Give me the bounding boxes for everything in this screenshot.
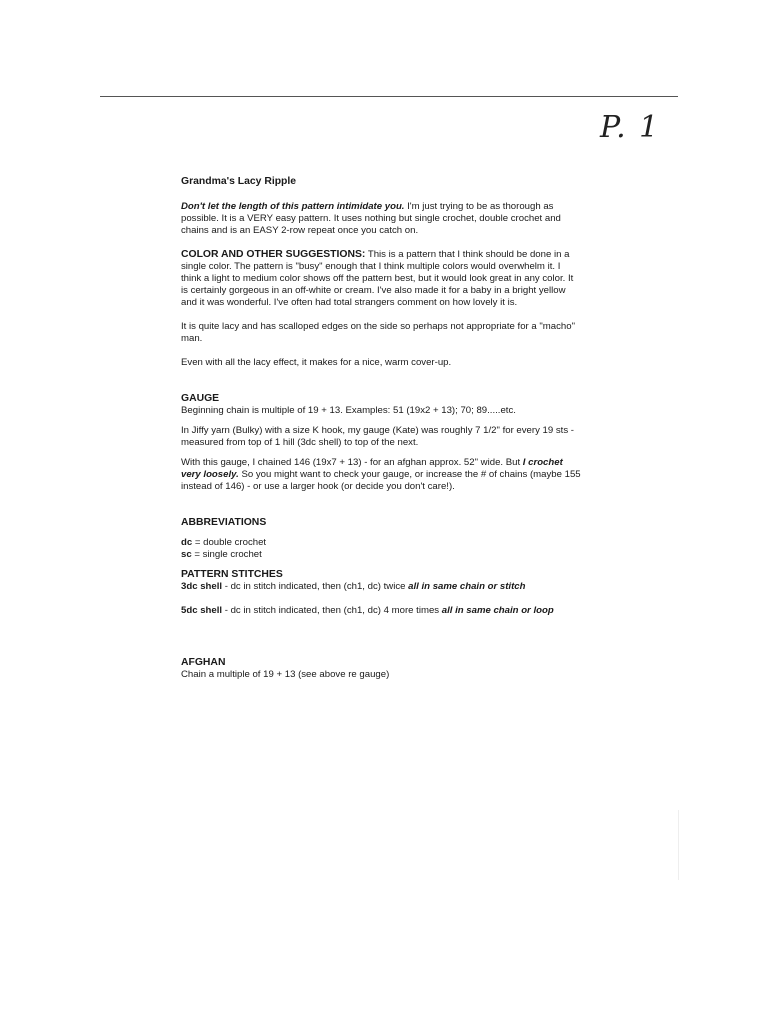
gauge-line-3 bbox=[181, 457, 581, 493]
lacy-note: It is quite lacy and has scalloped edges on the side so perhaps not appropriate for a "macho" man. bbox=[181, 321, 576, 344]
gauge-line-3-emphasis: I crochet very loosely. bbox=[181, 457, 563, 480]
abbreviation-item bbox=[181, 549, 581, 561]
gauge-line-3-start: With this gauge, I chained 146 (19x7 + 13) - for an afghan approx. 52" wide. But bbox=[181, 457, 523, 468]
intro-text: I'm just trying to be as thorough as possible. It is a VERY easy pattern. It uses nothing but single crochet, double crochet and chains and is an EASY 2-row repeat once you catch on. bbox=[181, 201, 561, 236]
page-number-mark: P. 1 bbox=[600, 110, 661, 145]
shell3-emphasis: all in same chain or stitch bbox=[408, 581, 526, 592]
gauge-line-1: Beginning chain is multiple of 19 + 13. Examples: 51 (19x2 + 13); 70; 89.....etc. bbox=[181, 405, 516, 416]
abbreviation-definition: = single crochet bbox=[191, 549, 262, 560]
abbreviation-definition: = double crochet bbox=[192, 537, 267, 548]
shell3-text: - dc in stitch indicated, then (ch1, dc) twice bbox=[222, 581, 409, 592]
color-text: This is a pattern that I think should be done in a single color. The pattern is "busy" enough that I think multiple colors would overwhelm it. I think a light to medium color shows off the pattern best, but it would look great in any color. It is certainly gorgeous in an off-white or cream. I've also made it for a baby in a bright yellow and it was wonderful. I've often had total strangers comment on how lovely it is. bbox=[181, 249, 574, 308]
abbreviation-item bbox=[181, 537, 581, 549]
abbreviations-heading: ABBREVIATIONS bbox=[181, 517, 267, 528]
afghan-heading: AFGHAN bbox=[181, 657, 226, 668]
gauge-heading: GAUGE bbox=[181, 393, 220, 404]
shell5-term: 5dc shell bbox=[181, 605, 223, 616]
shell3-term: 3dc shell bbox=[181, 581, 223, 592]
abbreviation-term: sc bbox=[181, 549, 192, 560]
pattern-document bbox=[181, 176, 581, 681]
intro-lead: Don't let the length of this pattern intimidate you. bbox=[181, 201, 405, 212]
gauge-line-3-end: So you might want to check your gauge, or increase the # of chains (maybe 155 instead of 146) - or use a larger hook (or decide you don't care!). bbox=[181, 469, 581, 492]
intro-paragraph bbox=[181, 201, 581, 237]
color-heading: COLOR AND OTHER SUGGESTIONS: bbox=[181, 249, 366, 260]
document-title: Grandma's Lacy Ripple bbox=[181, 176, 297, 187]
afghan-text: Chain a multiple of 19 + 13 (see above re gauge) bbox=[181, 669, 390, 680]
abbreviation-term: dc bbox=[181, 537, 193, 548]
top-rule bbox=[100, 96, 678, 97]
pattern-stitches-heading: PATTERN STITCHES bbox=[181, 569, 283, 580]
shell3-definition bbox=[181, 581, 581, 593]
shell5-emphasis: all in same chain or loop bbox=[441, 605, 554, 616]
warm-note: Even with all the lacy effect, it makes for a nice, warm cover-up. bbox=[181, 357, 452, 368]
scan-edge-line bbox=[678, 810, 679, 880]
shell5-text: - dc in stitch indicated, then (ch1, dc) 4 more times bbox=[222, 605, 442, 616]
shell5-definition bbox=[181, 605, 581, 617]
color-paragraph bbox=[181, 249, 581, 309]
gauge-line-2: In Jiffy yarn (Bulky) with a size K hook, my gauge (Kate) was roughly 7 1/2" for every 19 sts - measured from top of 1 hill (3dc shell) to top of the next. bbox=[181, 425, 575, 448]
